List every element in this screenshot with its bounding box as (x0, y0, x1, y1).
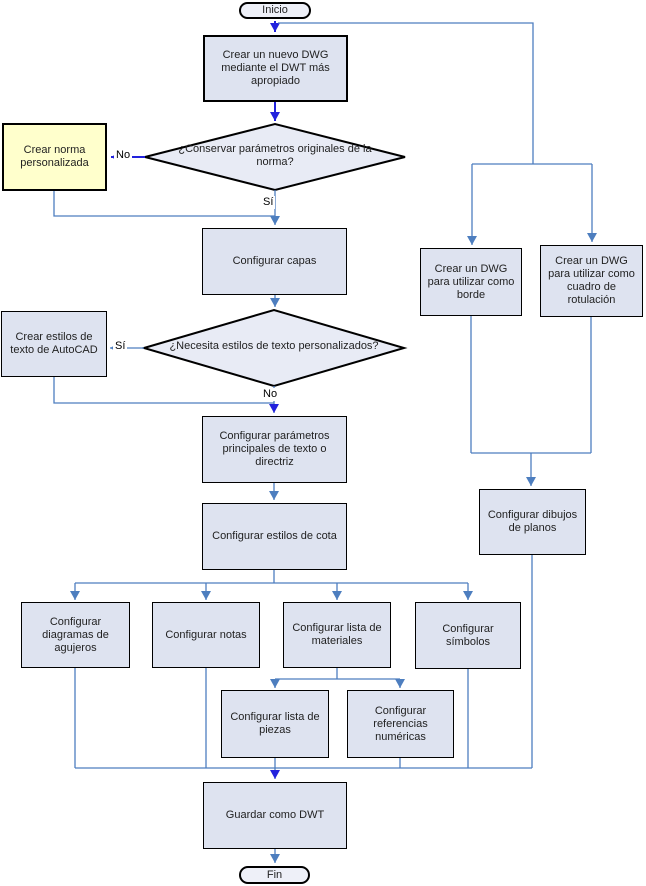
node-fin: Fin (239, 866, 310, 884)
edge-label-si-estilos: Sí (115, 340, 126, 352)
node-configurar-dibujos-planos: Configurar dibujos de planos (479, 489, 586, 555)
connector-estilostexto-join (54, 377, 274, 403)
node-configurar-parametros-texto: Configurar parámetros principales de texto o directriz (202, 416, 347, 483)
node-configurar-diagramas-agujeros: Configurar diagramas de agujeros (21, 602, 130, 668)
node-crear-dwg: Crear un nuevo DWG mediante el DWT más apropiado (203, 35, 348, 102)
decision-necesita-label: ¿Necesita estilos de texto personalizados? (169, 339, 379, 352)
decision-conservar-label: ¿Conservar parámetros originales de la norma? (178, 143, 372, 168)
node-crear-dwg-rotulacion: Crear un DWG para utilizar como cuadro de rotulación (540, 245, 643, 317)
node-configurar-simbolos: Configurar símbolos (415, 602, 521, 669)
node-inicio: Inicio (239, 2, 311, 19)
node-configurar-referencias: Configurar referencias numéricas (347, 690, 454, 758)
node-crear-dwg-borde: Crear un DWG para utilizar como borde (420, 248, 522, 316)
edge-label-no-estilos: No (263, 388, 278, 400)
node-configurar-lista-materiales: Configurar lista de materiales (283, 602, 391, 668)
node-crear-estilos-texto: Crear estilos de texto de AutoCAD (1, 311, 107, 377)
node-guardar-dwt: Guardar como DWT (203, 782, 347, 849)
node-configurar-lista-piezas: Configurar lista de piezas (221, 690, 329, 758)
edge-label-si-norma: Sí (263, 196, 274, 208)
node-configurar-capas: Configurar capas (202, 228, 347, 295)
node-configurar-estilos-cota: Configurar estilos de cota (202, 503, 347, 570)
node-crear-norma-personalizada: Crear norma personalizada (2, 123, 107, 191)
edge-label-no-norma: No (116, 149, 131, 161)
node-configurar-notas: Configurar notas (152, 602, 260, 668)
connector-crearnorma-join (54, 191, 275, 216)
